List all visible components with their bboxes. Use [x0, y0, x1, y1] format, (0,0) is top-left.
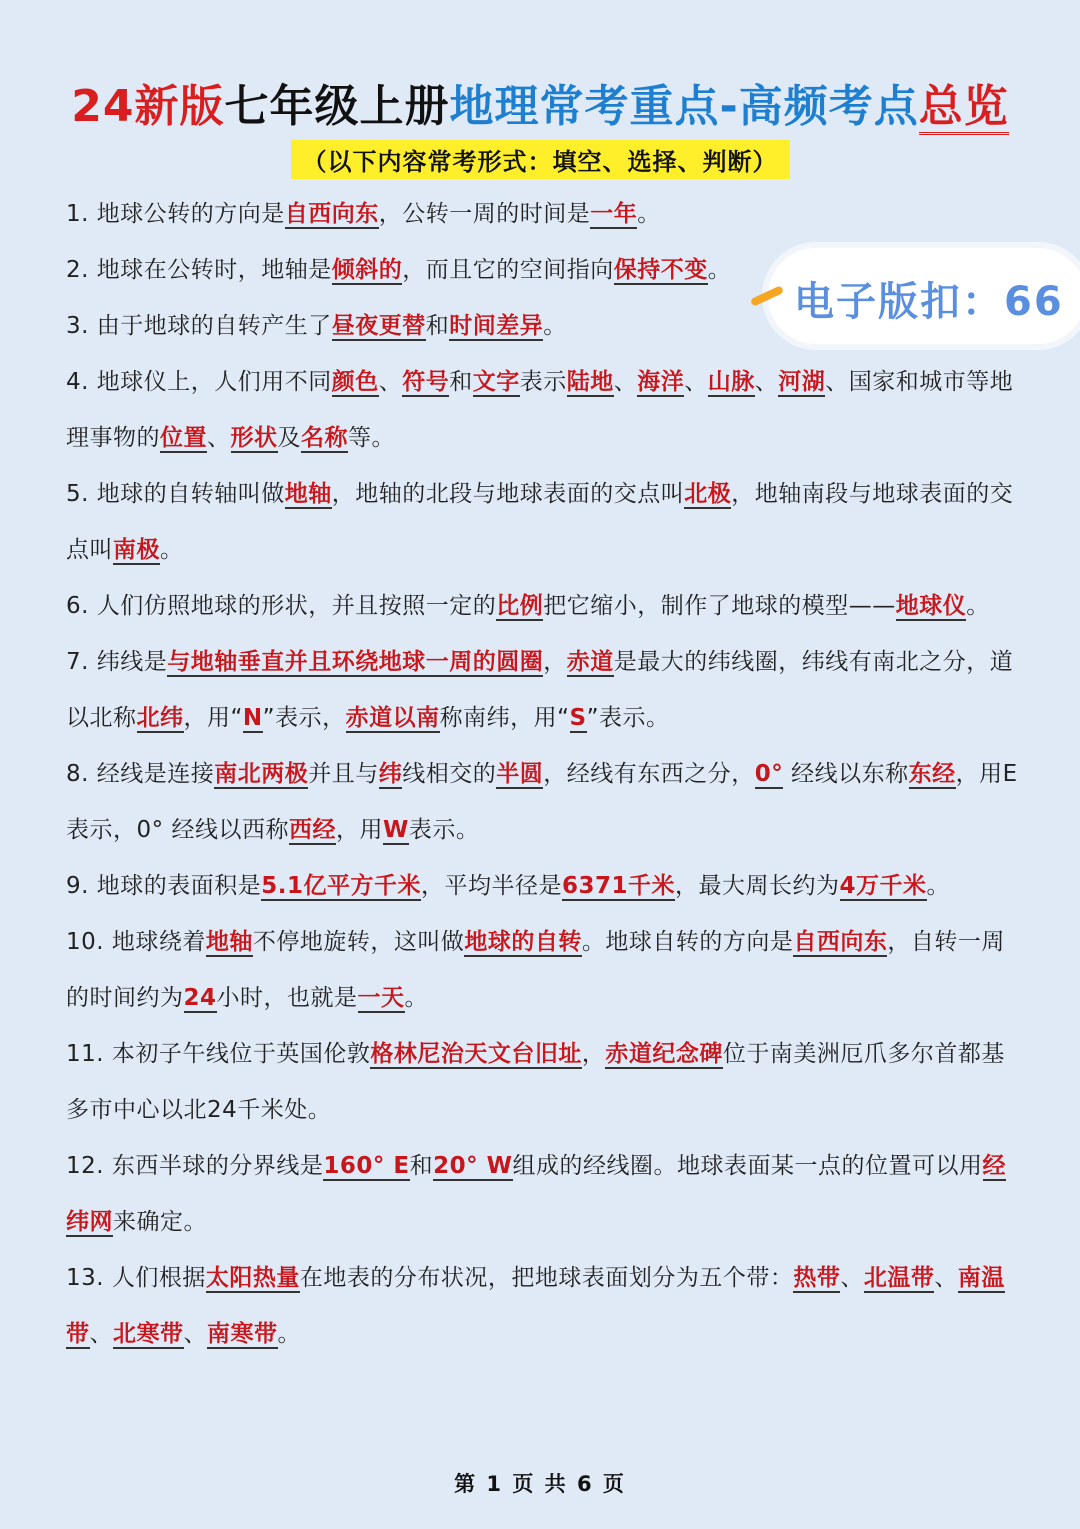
question-item: [66, 354, 1018, 466]
title-part-topic: 地理常考重点-高频考点: [449, 81, 919, 132]
question-text: 。: [926, 873, 951, 899]
question-text: 13. 人们根据: [66, 1265, 206, 1291]
question-text: ，而且它的空间指向: [402, 257, 614, 283]
question-text: 和: [425, 313, 450, 339]
question-text: 、国家和城市等地理事物的: [66, 369, 1014, 451]
question-text: 和: [449, 369, 473, 395]
question-item: [66, 914, 1018, 1026]
question-text: 10. 地球绕着: [66, 929, 206, 955]
answer-text: 文字: [472, 369, 520, 395]
question-item: [66, 1138, 1018, 1250]
question-text: ，用: [335, 817, 383, 843]
question-text: 1. 地球公转的方向是: [66, 201, 285, 227]
answer-text: 南寒带: [207, 1321, 278, 1347]
answer-text: 北纬: [136, 705, 184, 731]
question-text: 线相交的: [402, 761, 497, 787]
answer-text: 保持不变: [613, 257, 708, 283]
question-text: 并且与: [308, 761, 379, 787]
question-text: ”表示，: [262, 705, 346, 731]
question-text: ”表示。: [586, 705, 670, 731]
answer-text: 河湖: [778, 369, 826, 395]
question-text: 。: [277, 1321, 301, 1347]
answer-text: 北寒带: [113, 1321, 184, 1347]
answer-text: 昼夜更替: [331, 313, 426, 339]
question-text: ，公转一周的时间是: [378, 201, 591, 227]
question-text: ，用“: [183, 705, 243, 731]
question-text: 、: [207, 425, 231, 451]
question-text: 4. 地球仪上，人们用不同: [66, 369, 332, 395]
answer-text: 地球的自转: [464, 929, 582, 955]
answer-text: 东经: [908, 761, 956, 787]
question-text: ，地轴南段与地球表面的交点叫: [66, 481, 1014, 563]
badge-text: 电子版扣：66: [794, 279, 1064, 325]
answer-text: 南温带: [66, 1265, 1005, 1347]
answer-text: 符号: [402, 369, 450, 395]
question-text: 。: [637, 201, 661, 227]
answer-text: 半圆: [496, 761, 544, 787]
answer-text: 地轴: [205, 929, 253, 955]
question-text: 来确定。: [113, 1209, 207, 1235]
question-item: [66, 858, 1018, 914]
promo-badge: [768, 248, 1080, 344]
answer-text: 比例: [496, 593, 544, 619]
question-item: [66, 634, 1018, 746]
question-item: [66, 186, 1018, 242]
question-text: 表示。: [408, 817, 480, 843]
question-text: ，: [581, 1041, 606, 1067]
answer-text: 赤道纪念碑: [605, 1041, 723, 1067]
question-text: 把它缩小，制作了地球的模型——: [543, 593, 896, 619]
question-text: 、: [934, 1265, 958, 1291]
question-text: ，地轴的北段与地球表面的交点叫: [331, 481, 685, 507]
answer-text: 名称: [301, 425, 348, 451]
question-text: 位于南美洲厄爪多尔首都基多市中心以北24千米处。: [66, 1041, 1005, 1123]
answer-text: 一年: [590, 201, 638, 227]
answer-text: 赤道: [566, 649, 614, 675]
title-part-edition: 24新版: [71, 81, 225, 132]
question-text: 。: [404, 985, 429, 1011]
answer-text: 一天: [357, 985, 405, 1011]
question-text: 组成的经线圈。地球表面某一点的位置可以用: [512, 1153, 983, 1179]
question-item: [66, 466, 1018, 578]
answer-text: 6371千米: [562, 873, 676, 899]
answer-text: 位置: [160, 425, 207, 451]
question-text: 。地球自转的方向是: [581, 929, 794, 955]
question-text: 。: [966, 593, 990, 619]
answer-text: 热带: [793, 1265, 841, 1291]
document-title: [0, 70, 1080, 134]
question-text: 3. 由于地球的自转产生了: [66, 313, 332, 339]
question-text: 表示: [519, 369, 567, 395]
question-text: 、: [684, 369, 708, 395]
answer-text: 4万千米: [839, 873, 927, 899]
subtitle-row: [0, 140, 1080, 179]
answer-text: 24: [183, 985, 217, 1011]
question-text: 和: [409, 1153, 434, 1179]
question-text: 经线以东称: [783, 761, 909, 787]
question-list: [66, 186, 1018, 1362]
question-text: 及: [277, 425, 301, 451]
answer-text: 自西向东: [793, 929, 888, 955]
question-item: [66, 578, 1018, 634]
answer-text: 南极: [113, 537, 160, 563]
question-text: 2. 地球在公转时，地轴是: [66, 257, 332, 283]
answer-text: 陆地: [566, 369, 614, 395]
question-text: ，自转一周的时间约为: [66, 929, 1005, 1011]
answer-text: 时间差异: [449, 313, 544, 339]
page-number-footer: 第 1 页 共 6 页: [454, 1472, 626, 1496]
question-text: 。: [543, 313, 567, 339]
question-text: 6. 人们仿照地球的形状，并且按照一定的: [66, 593, 497, 619]
question-text: 、: [378, 369, 403, 395]
question-text: 、: [840, 1265, 864, 1291]
question-text: ，平均半径是: [421, 873, 563, 899]
answer-text: 20° W: [433, 1153, 513, 1179]
question-text: 5. 地球的自转轴叫做: [66, 481, 285, 507]
answer-text: 形状: [230, 425, 278, 451]
answer-text: 南北两极: [214, 761, 309, 787]
title-part-grade: 七年级上册: [224, 81, 450, 132]
question-text: ，: [543, 649, 567, 675]
answer-text: 西经: [288, 817, 336, 843]
answer-text: 地轴: [284, 481, 332, 507]
question-text: 不停地旋转，这叫做: [252, 929, 465, 955]
answer-text: 自西向东: [284, 201, 379, 227]
question-text: 是最大的纬线圈，纬线有南北之分，道以北称: [66, 649, 1014, 731]
question-text: 、: [754, 369, 779, 395]
answer-text: 格林尼治天文台旧址: [370, 1041, 582, 1067]
question-text: 称南纬，用“: [439, 705, 570, 731]
question-text: 等。: [348, 425, 395, 451]
answer-text: 5.1亿平方千米: [261, 873, 422, 899]
title-part-overview: 总览: [919, 81, 1009, 135]
question-text: ，经线有东西之分，: [543, 761, 755, 787]
answer-text: W: [382, 817, 409, 843]
question-text: 。: [160, 537, 184, 563]
question-text: 、: [183, 1321, 207, 1347]
answer-text: 海洋: [637, 369, 685, 395]
question-text: 。: [707, 257, 732, 283]
question-text: 7. 纬线是: [66, 649, 168, 675]
answer-text: 倾斜的: [331, 257, 403, 283]
answer-text: 北温带: [863, 1265, 935, 1291]
answer-text: 颜色: [331, 369, 379, 395]
answer-text: S: [569, 705, 587, 731]
answer-text: 北极: [684, 481, 732, 507]
answer-text: 山脉: [707, 369, 755, 395]
answer-text: 赤道以南: [345, 705, 440, 731]
question-text: 、: [613, 369, 638, 395]
answer-text: 太阳热量: [205, 1265, 300, 1291]
answer-text: 纬: [378, 761, 403, 787]
answer-text: 160° E: [323, 1153, 410, 1179]
question-text: 12. 东西半球的分界线是: [66, 1153, 324, 1179]
answer-text: 0°: [754, 761, 784, 787]
question-text: 9. 地球的表面积是: [66, 873, 262, 899]
question-item: [66, 1026, 1018, 1138]
question-text: 、: [89, 1321, 113, 1347]
question-item: [66, 1250, 1018, 1362]
answer-text: 经纬网: [66, 1153, 1007, 1235]
question-item: [66, 746, 1018, 858]
question-text: 11. 本初子午线位于英国伦敦: [66, 1041, 371, 1067]
answer-text: 与地轴垂直并且环绕地球一周的圆圈: [167, 649, 544, 675]
answer-text: N: [242, 705, 263, 731]
question-text: 8. 经线是连接: [66, 761, 215, 787]
answer-text: 地球仪: [895, 593, 967, 619]
question-text: 小时，也就是: [216, 985, 358, 1011]
subtitle-highlight: （以下内容常考形式：填空、选择、判断）: [291, 140, 790, 179]
question-text: ，最大周长约为: [675, 873, 840, 899]
question-text: 在地表的分布状况，把地球表面划分为五个带：: [299, 1265, 794, 1291]
question-text: ，用E表示，0° 经线以西称: [66, 761, 1018, 843]
